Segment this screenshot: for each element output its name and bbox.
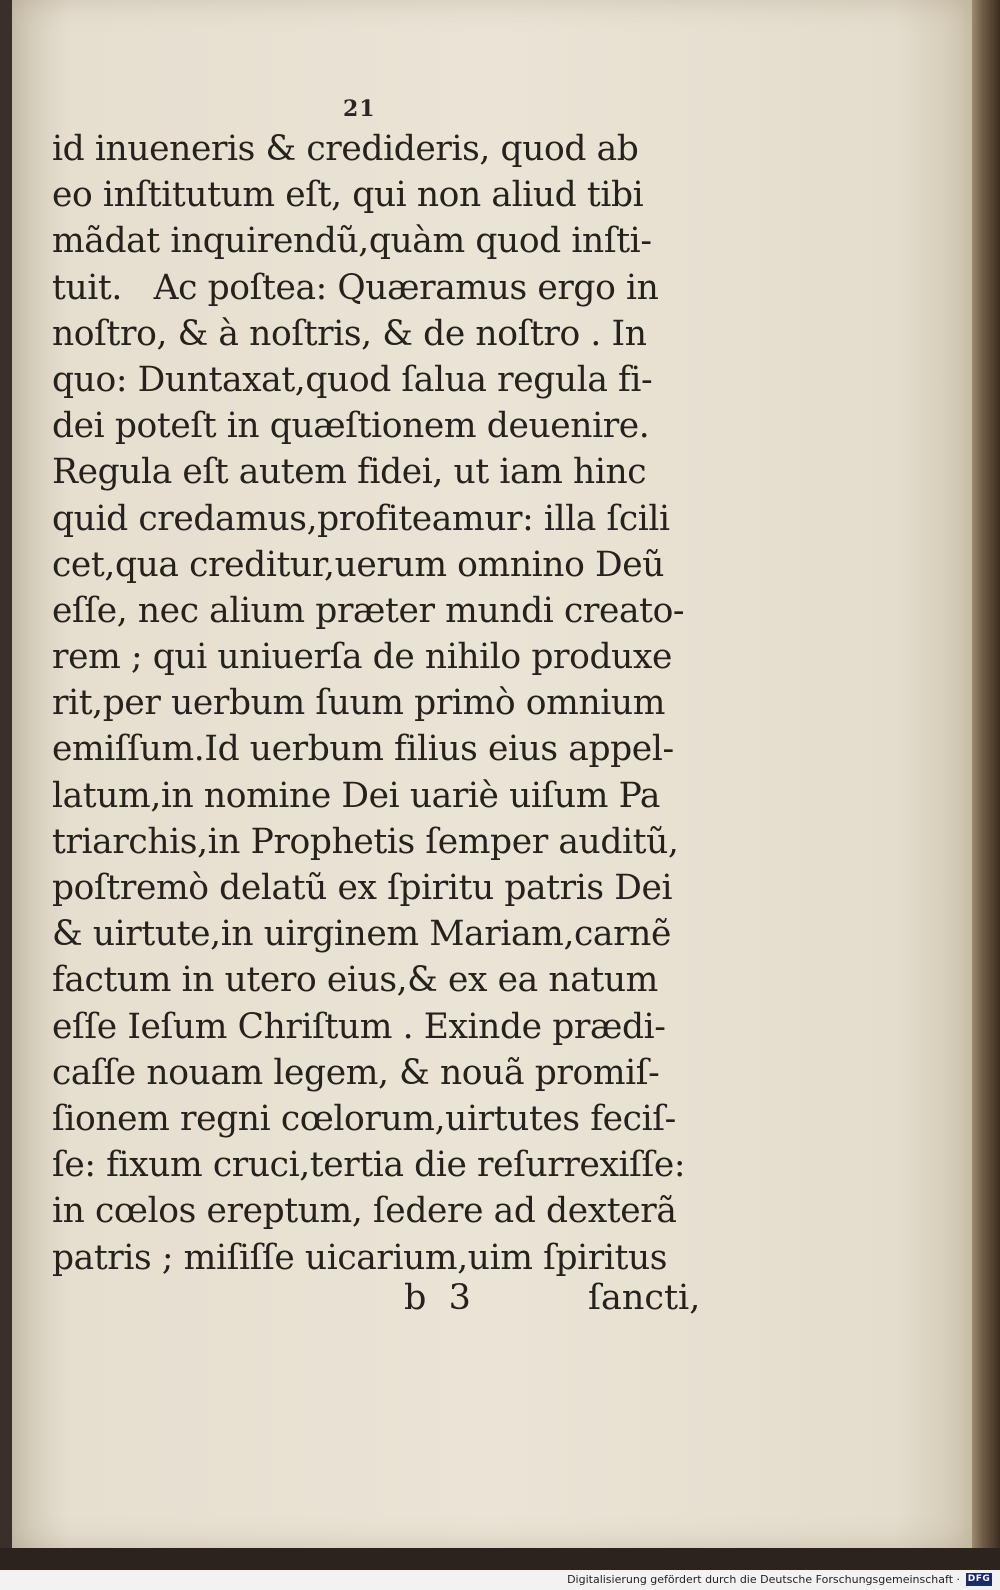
text-line: quo: Duntaxat,quod ſalua regula fi- [52,359,653,400]
text-block [52,126,712,1281]
text-line: dei poteſt in quæſtionem deuenire. [52,406,650,447]
text-line: patris ; miſiſſe uicarium,uim ſpiritus [52,1237,668,1278]
text-line: ſionem regni cœlorum,uirtutes feciſ- [52,1098,676,1139]
text-line: poſtremò delatũ ex ſpiritu patris Dei [52,868,673,908]
text-line: Regula eſt autem fidei, ut iam hinc [52,452,647,493]
text-line: id inueneris & credideris, quod ab [52,129,639,169]
text-line: ſe: fixum cruci,tertia die reſurrexiſſe: [52,1145,686,1186]
text-line: caſſe nouam legem, & nouã promiſ- [52,1052,660,1093]
text-line: emiſſum.Id uerbum filius eius appel- [52,729,674,770]
dfg-logo: DFG [967,1574,991,1584]
text-line: tuit. Ac poſtea: Quæramus ergo in [52,267,659,308]
text-line: noſtro, & à noſtris, & de noſtro . In [52,313,647,354]
text-line: rem ; qui uniuerſa de nihilo produxe [52,637,673,678]
footer-credit: Digitalisierung gefördert durch die Deutsche Forschungsgemeinschaft · [567,1573,960,1586]
text-line: eſſe, nec alium præter mundi creato- [52,590,685,631]
catchword: ſancti, [588,1278,701,1318]
page-number: 21 [343,96,376,122]
text-line: in cœlos ereptum, ſedere ad dexterã [52,1191,677,1232]
text-line: eſſe Ieſum Chriſtum . Exinde prædi- [52,1006,666,1047]
text-line: latum,in nomine Dei uariè uiſum Pa [52,775,661,816]
text-line: quid credamus,profiteamur: illa ſcili [52,498,670,539]
text-line: factum in utero eius,& ex ea natum [52,960,658,1001]
text-line: eo inſtitutum eſt, qui non aliud tibi [52,175,644,216]
bottom-border [0,1548,1000,1570]
text-line: triarchis,in Prophetis ſemper auditũ, [52,821,679,862]
page-edge [972,0,1000,1548]
text-line: rit,per uerbum ſuum primò omnium [52,683,665,724]
signature-mark: b 3 [404,1278,471,1318]
text-line: cet,qua creditur,uerum omnino Deũ [52,544,665,585]
text-line: & uirtute,in uirginem Mariam,carnẽ [52,914,671,955]
text-line: mãdat inquirendũ,quàm quod inſti- [52,221,652,262]
